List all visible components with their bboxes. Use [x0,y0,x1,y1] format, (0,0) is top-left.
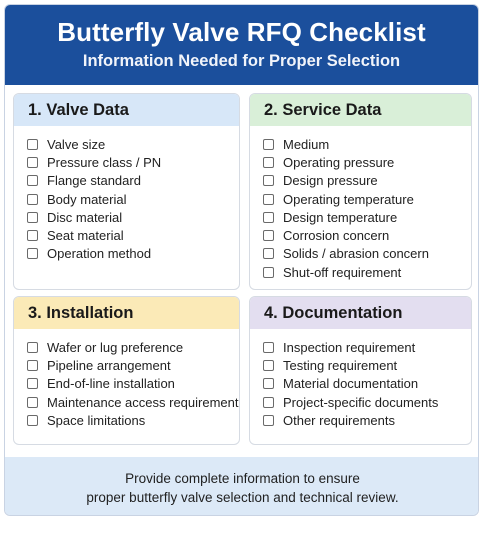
checkbox-icon[interactable] [263,139,274,150]
checklist-items [14,329,239,429]
checklist-item-label: Inspection requirement [283,339,416,355]
checklist-item[interactable] [27,208,239,226]
checklist-item[interactable] [27,393,239,411]
sections-grid [5,85,479,457]
checklist-item[interactable] [263,393,471,411]
checkbox-icon[interactable] [27,157,38,168]
checklist-item[interactable] [27,338,239,356]
checklist-item-label: Solids / abrasion concern [283,246,429,262]
checklist-item[interactable] [263,375,471,393]
checkbox-icon[interactable] [263,378,274,389]
checklist-item-label: Wafer or lug preference [47,339,184,355]
section-title: 1. Valve Data [14,94,239,126]
checkbox-icon[interactable] [263,267,274,278]
checklist-items [250,329,471,429]
checklist-item-label: Pressure class / PN [47,154,162,170]
checklist-item[interactable] [263,226,471,244]
checklist-item-label: Valve size [47,136,106,152]
page-title: Butterfly Valve RFQ Checklist [57,17,426,47]
footer-line-1: Provide complete information to ensure [125,471,360,486]
checklist-item[interactable] [27,190,239,208]
checkbox-icon[interactable] [27,248,38,259]
footer-line-2: proper butterfly valve selection and technical review. [86,490,399,505]
checklist-item[interactable] [263,172,471,190]
checklist-item-label: Design pressure [283,173,378,189]
checklist-items [14,126,239,263]
section-title: 2. Service Data [250,94,471,126]
checklist-item[interactable] [27,411,239,429]
checklist-item[interactable] [27,172,239,190]
checkbox-icon[interactable] [263,248,274,259]
checklist-item[interactable] [263,411,471,429]
section-service-data [249,93,472,290]
checkbox-icon[interactable] [263,212,274,223]
checkbox-icon[interactable] [263,360,274,371]
checkbox-icon[interactable] [27,194,38,205]
checkbox-icon[interactable] [263,397,274,408]
checklist-item-label: Operating pressure [283,154,395,170]
checklist-item-label: Pipeline arrangement [47,357,171,373]
footer-note [5,457,479,516]
checklist-item-label: Shut-off requirement [283,264,402,280]
checkbox-icon[interactable] [27,175,38,186]
checklist-item[interactable] [263,135,471,153]
checklist-item[interactable] [263,208,471,226]
checkbox-icon[interactable] [263,194,274,205]
checkbox-icon[interactable] [263,230,274,241]
checklist-item-label: Project-specific documents [283,394,439,410]
checkbox-icon[interactable] [27,212,38,223]
checklist-item[interactable] [27,135,239,153]
section-documentation [249,296,472,445]
checklist-item-label: Corrosion concern [283,228,390,244]
checkbox-icon[interactable] [263,415,274,426]
checklist-item-label: Operation method [47,246,152,262]
section-installation [13,296,240,445]
checklist-item[interactable] [263,190,471,208]
checklist-item-label: Disc material [47,209,123,225]
checklist-item-label: Maintenance access requirement [47,394,239,410]
checklist-item-label: Operating temperature [283,191,414,207]
checkbox-icon[interactable] [263,342,274,353]
checkbox-icon[interactable] [27,139,38,150]
section-title: 4. Documentation [250,297,471,329]
checkbox-icon[interactable] [27,378,38,389]
checklist-item[interactable] [263,263,471,281]
checklist-item-label: Seat material [47,228,124,244]
checklist-frame [4,4,479,516]
checkbox-icon[interactable] [27,360,38,371]
checklist-item[interactable] [27,375,239,393]
page-subtitle: Information Needed for Proper Selection [82,52,401,70]
checklist-item[interactable] [263,245,471,263]
checkbox-icon[interactable] [27,230,38,241]
checklist-item-label: Medium [283,136,330,152]
checklist-items [250,126,471,281]
section-valve-data [13,93,240,290]
checklist-item-label: Space limitations [47,412,146,428]
checklist-item[interactable] [27,153,239,171]
checklist-item-label: Other requirements [283,412,395,428]
checklist-item[interactable] [263,153,471,171]
checklist-item[interactable] [27,356,239,374]
checklist-item[interactable] [263,356,471,374]
checkbox-icon[interactable] [27,397,38,408]
checklist-item[interactable] [27,245,239,263]
checkbox-icon[interactable] [263,175,274,186]
checklist-item-label: Design temperature [283,209,398,225]
checklist-item[interactable] [263,338,471,356]
checklist-item[interactable] [27,226,239,244]
checkbox-icon[interactable] [27,342,38,353]
checkbox-icon[interactable] [263,157,274,168]
checklist-item-label: Testing requirement [283,357,398,373]
checklist-item-label: Flange standard [47,173,141,189]
checklist-item-label: End-of-line installation [47,376,175,392]
checkbox-icon[interactable] [27,415,38,426]
header-banner [5,5,478,85]
section-title: 3. Installation [14,297,239,329]
checklist-item-label: Body material [47,191,127,207]
checklist-item-label: Material documentation [283,376,419,392]
